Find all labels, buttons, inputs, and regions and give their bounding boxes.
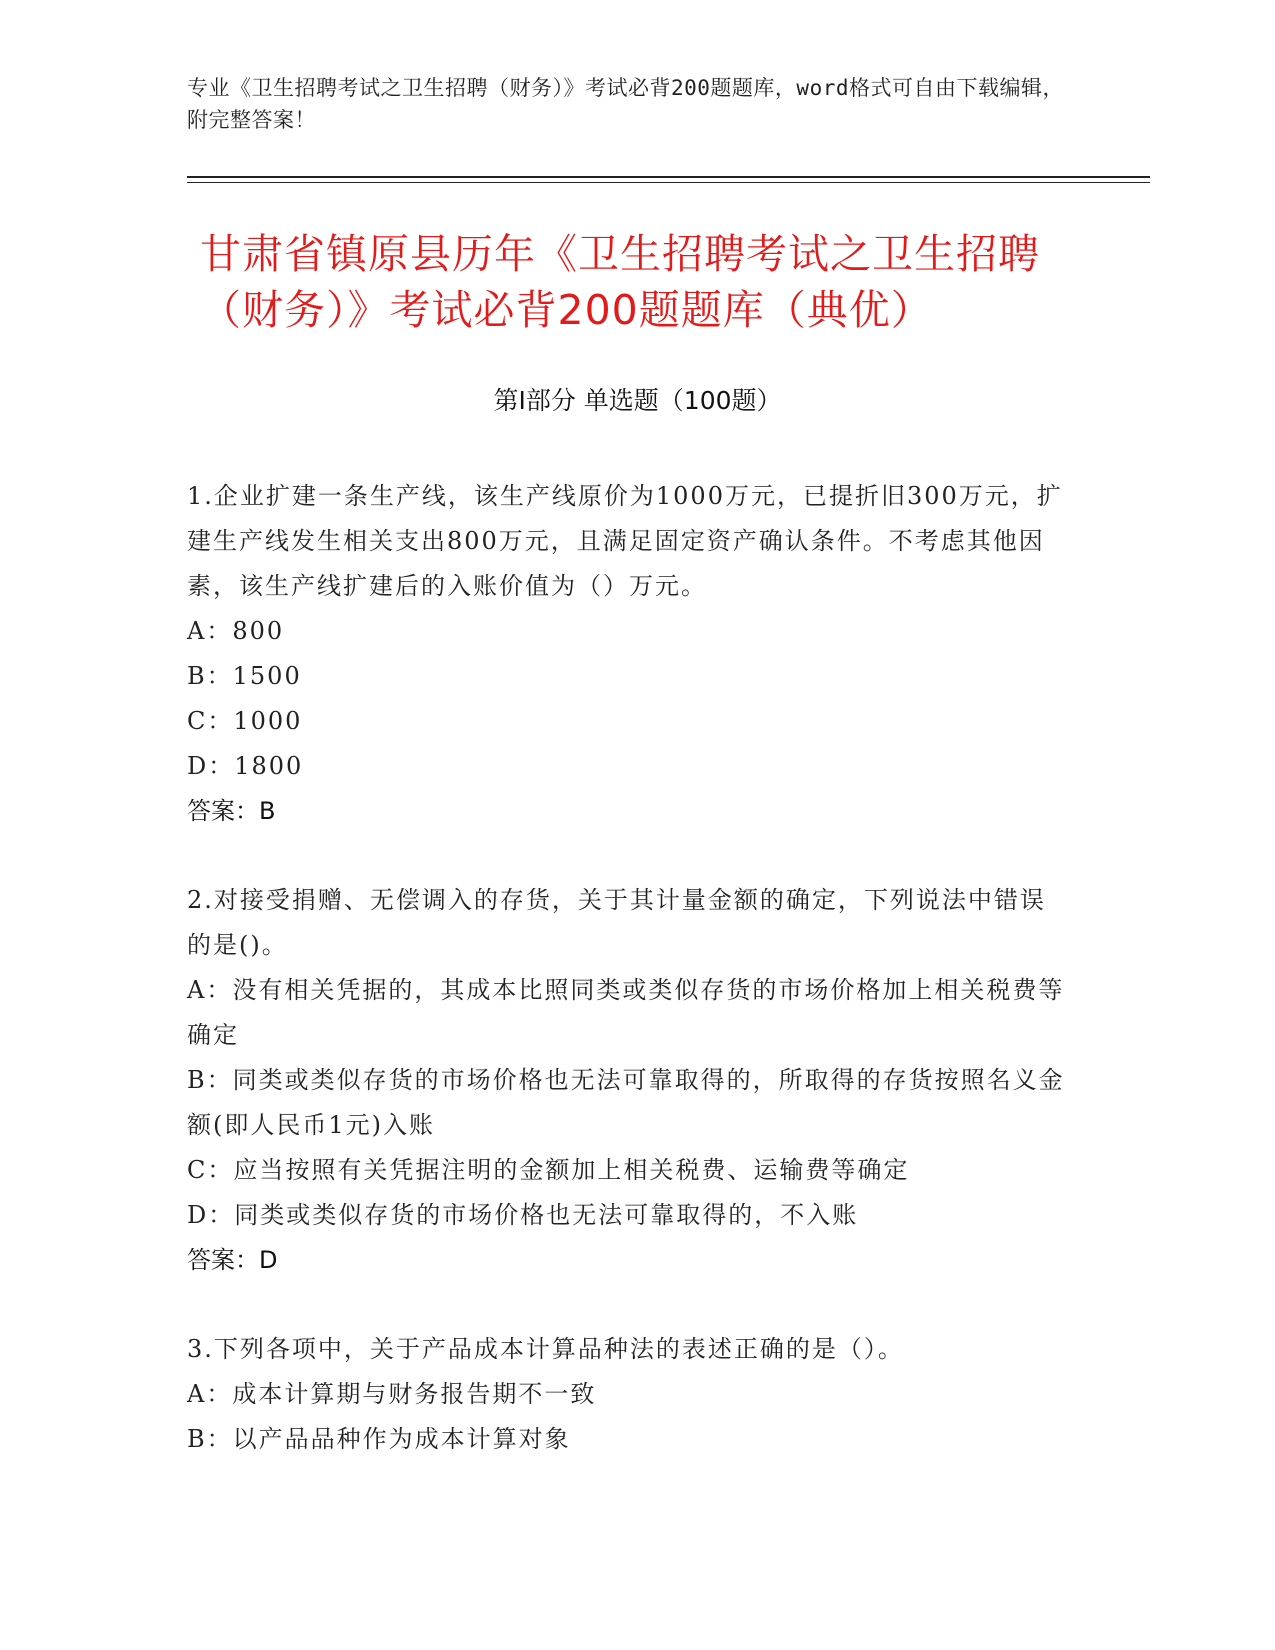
header-divider-thin <box>187 182 1150 183</box>
option-c: C：应当按照有关凭据注明的金额加上相关税费、运输费等确定 <box>187 1156 910 1184</box>
option-b: B：同类或类似存货的市场价格也无法可靠取得的，所取得的存货按照名义金额(即人民币1元)入账 <box>187 1066 1065 1139</box>
option-b: B：以产品品种作为成本计算对象 <box>187 1425 571 1453</box>
option-b: B：1500 <box>187 662 302 690</box>
question-answer: 答案：B <box>187 797 276 825</box>
option-a: A：成本计算期与财务报告期不一致 <box>187 1380 597 1408</box>
option-c: C：1000 <box>187 707 303 735</box>
question-item <box>187 1327 1067 1462</box>
header-note: 专业《卫生招聘考试之卫生招聘（财务）》考试必背200题题库，word格式可自由下载编辑，附完整答案！ <box>187 76 1064 132</box>
question-list <box>187 474 1067 1506</box>
question-answer: 答案：D <box>187 1246 278 1274</box>
question-stem: 1.企业扩建一条生产线，该生产线原价为1000万元，已提折旧300万元，扩建生产线发生相关支出800万元，且满足固定资产确认条件。不考虑其他因素，该生产线扩建后的入账价值为（）万元。 <box>187 482 1063 600</box>
document-title: 甘肃省镇原县历年《卫生招聘考试之卫生招聘（财务）》考试必背200题题库（典优） <box>200 230 1040 334</box>
question-item <box>187 474 1067 834</box>
question-item <box>187 878 1067 1283</box>
header-divider-thick <box>187 176 1150 178</box>
question-stem: 2.对接受捐赠、无偿调入的存货，关于其计量金额的确定，下列说法中错误的是()。 <box>187 886 1046 959</box>
section-title: 第I部分 单选题（100题） <box>493 386 782 415</box>
option-d: D：1800 <box>187 752 304 780</box>
option-a: A：没有相关凭据的，其成本比照同类或类似存货的市场价格加上相关税费等确定 <box>187 976 1065 1049</box>
option-a: A：800 <box>187 617 285 645</box>
question-stem: 3.下列各项中，关于产品成本计算品种法的表述正确的是（）。 <box>187 1335 904 1363</box>
option-d: D：同类或类似存货的市场价格也无法可靠取得的，不入账 <box>187 1201 859 1229</box>
